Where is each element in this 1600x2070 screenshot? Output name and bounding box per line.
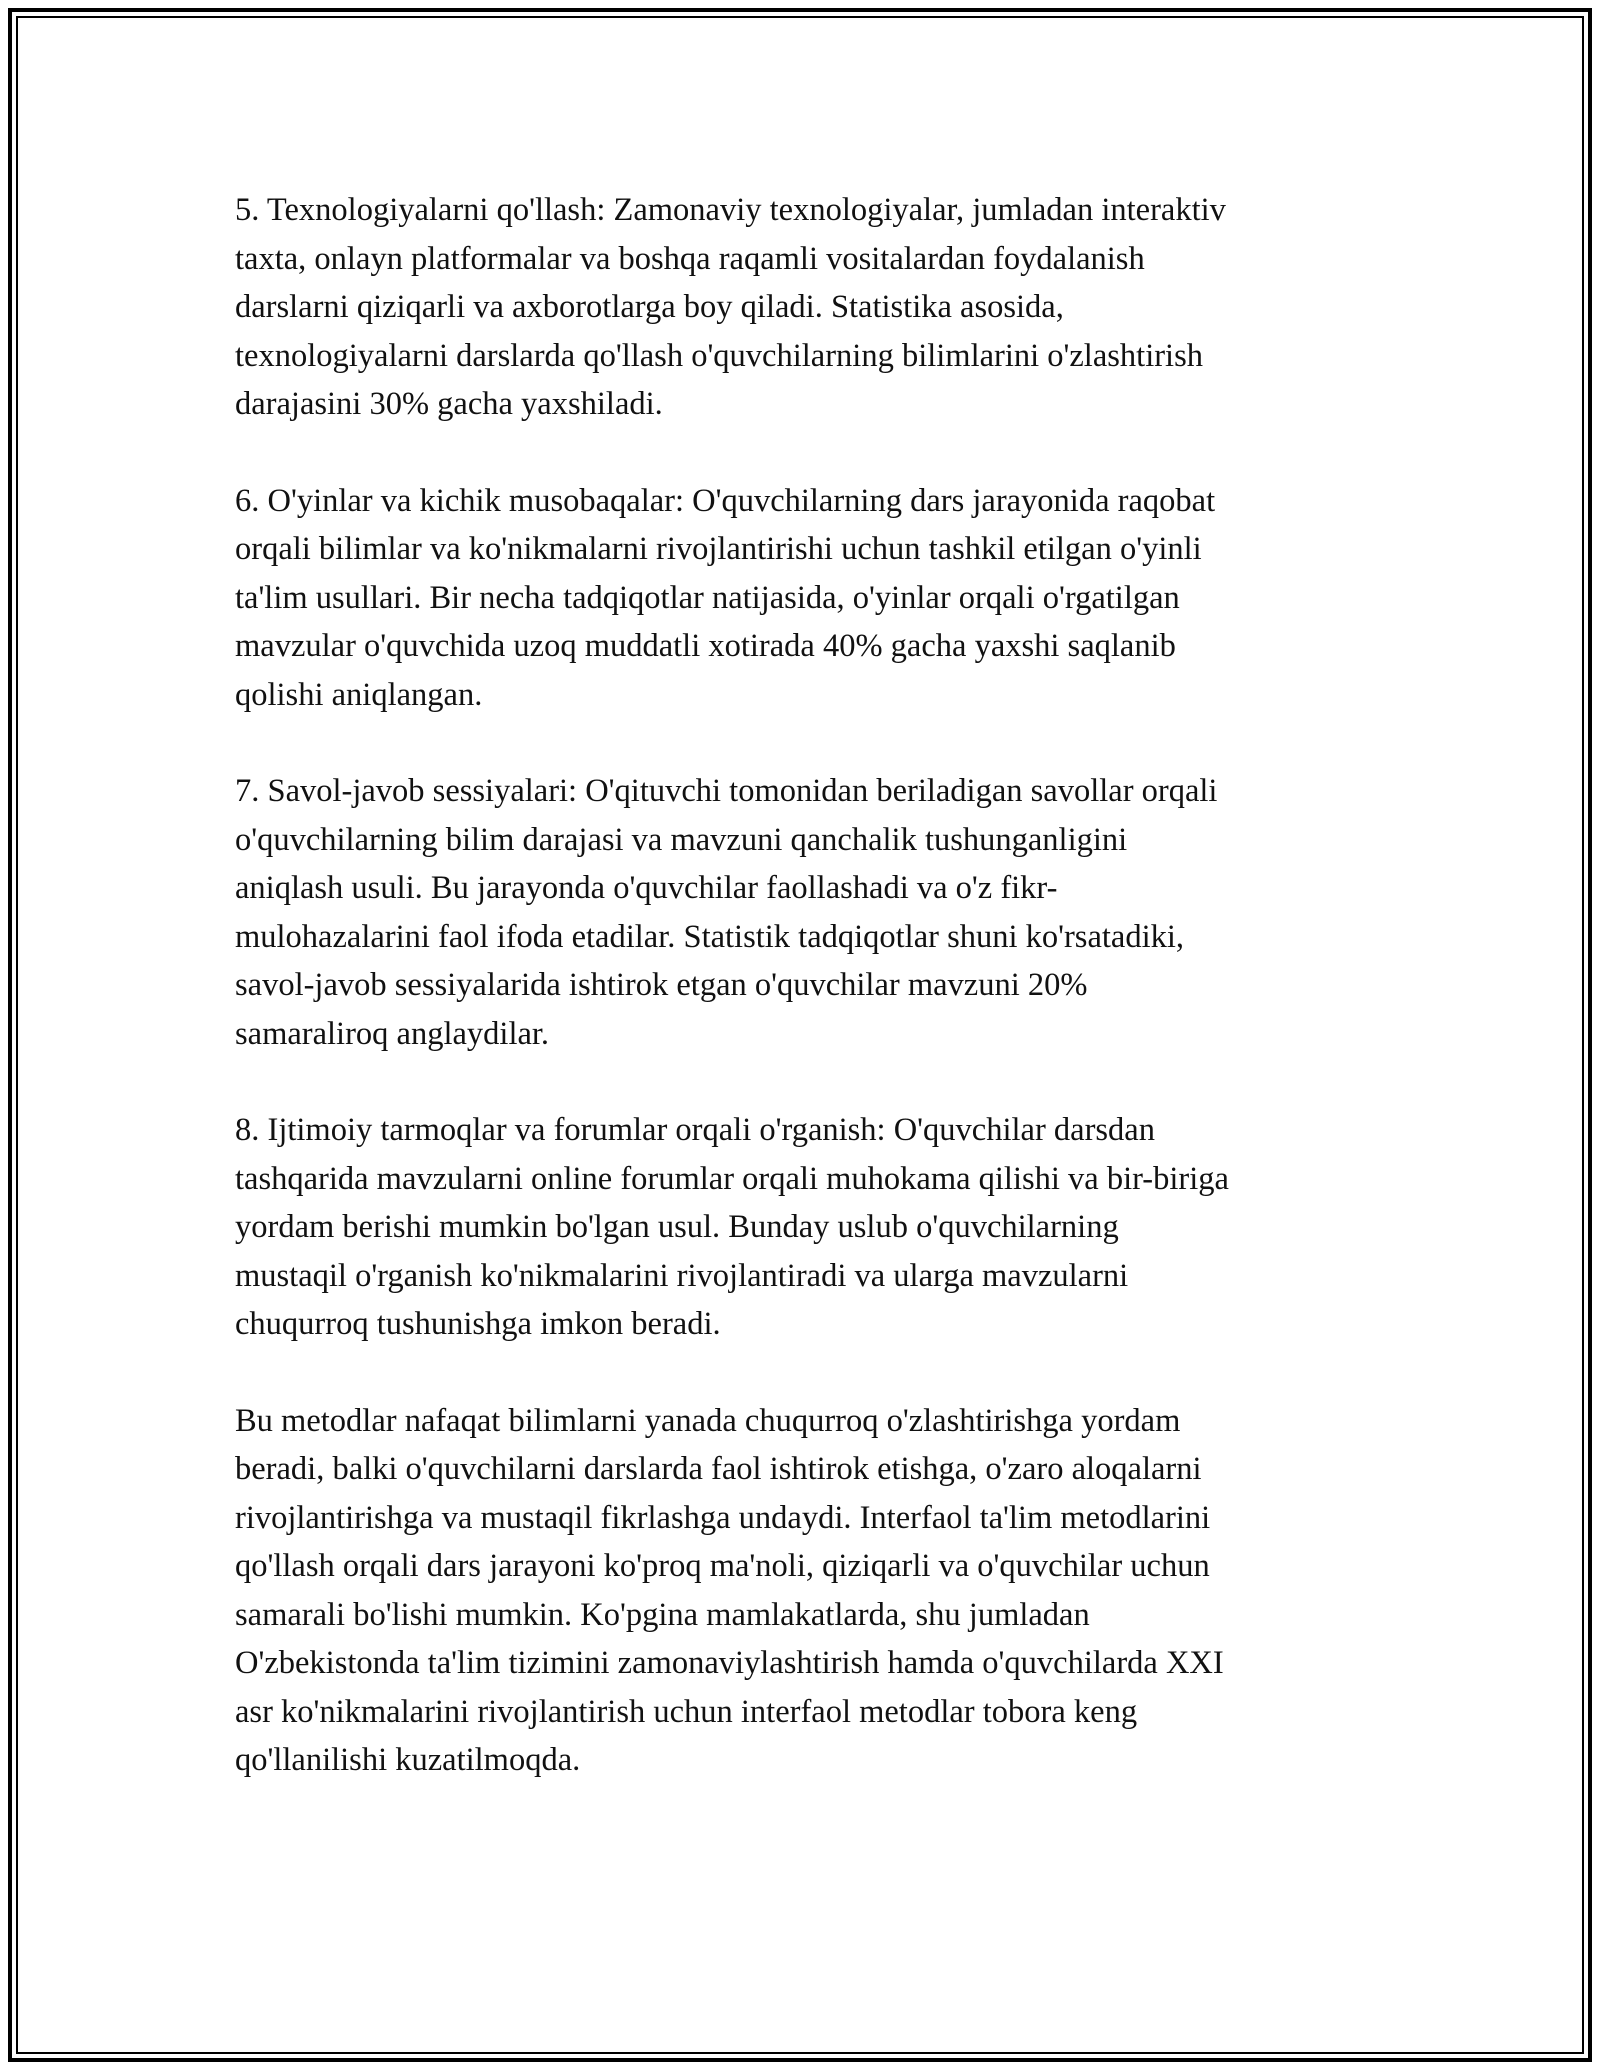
paragraph-technology-use: 5. Texnologiyalarni qo'llash: Zamonaviy texnologiyalar, jumladan interaktiv taxta, onlayn platformalar va boshqa raqamli vositalardan foydalanish darslarni qiziqarli va axborotlarga boy qiladi. Statistika asosida, texnologiyalarni darslarda qo'llash o'quvchilarning bilimlarini o'zlashtirish darajasini 30% gacha yaxshiladi. (235, 192, 1226, 422)
paragraph-qa-sessions: 7. Savol-javob sessiyalari: O'qituvchi tomonidan beriladigan savollar orqali o'quvchilarning bilim darajasi va mavzuni qanchalik tushunganligini aniqlash usuli. Bu jarayonda o'quvchilar faollashadi va o'z fikr- mulohazalarini faol ifoda etadilar. Statistik tadqiqotlar shuni ko'rsatadiki, savol-javob sessiyalarida ishtirok etgan o'quvchilar mavzuni 20% samaraliroq anglaydilar. (235, 773, 1218, 1052)
paragraph-games-competitions: 6. O'yinlar va kichik musobaqalar: O'quvchilarning dars jarayonida raqobat orqali bilimlar va ko'nikmalarni rivojlantirishi uchun tashkil etilgan o'yinli ta'lim usullari. Bir necha tadqiqotlar natijasida, o'yinlar orqali o'rgatilgan mavzular o'quvchida uzoq muddatli xotirada 40% gacha yaxshi saqlanib qolishi aniqlangan. (235, 482, 1216, 713)
paragraph-social-networks-forums: 8. Ijtimoiy tarmoqlar va forumlar orqali o'rganish: O'quvchilar darsdan tashqarida mavzularni online forumlar orqali muhokama qilishi va bir-biriga yordam berishi mumkin bo'lgan usul. Bunday uslub o'quvchilarning mustaqil o'rganish ko'nikmalarini rivojlantiradi va ularga mavzularni chuqurroq tushunishga imkon beradi. (235, 1112, 1229, 1342)
paragraph-conclusion: Bu metodlar nafaqat bilimlarni yanada chuqurroq o'zlashtirishga yordam beradi, balki o'quvchilarni darslarda faol ishtirok etishga, o'zaro aloqalarni rivojlantirishga va mustaqil fikrlashga undaydi. Interfaol ta'lim metodlarini qo'llash orqali dars jarayoni ko'proq ma'noli, qiziqarli va o'quvchilar uchun samarali bo'lishi mumkin. Ko'pgina mamlakatlarda, shu jumladan O'zbekistonda ta'lim tizimini zamonaviylashtirish hamda o'quvchilarda XXI asr ko'nikmalarini rivojlantirish uchun interfaol metodlar tobora keng qo'llanilishi kuzatilmoqda. (235, 1402, 1224, 1778)
document-body (235, 186, 1365, 1833)
